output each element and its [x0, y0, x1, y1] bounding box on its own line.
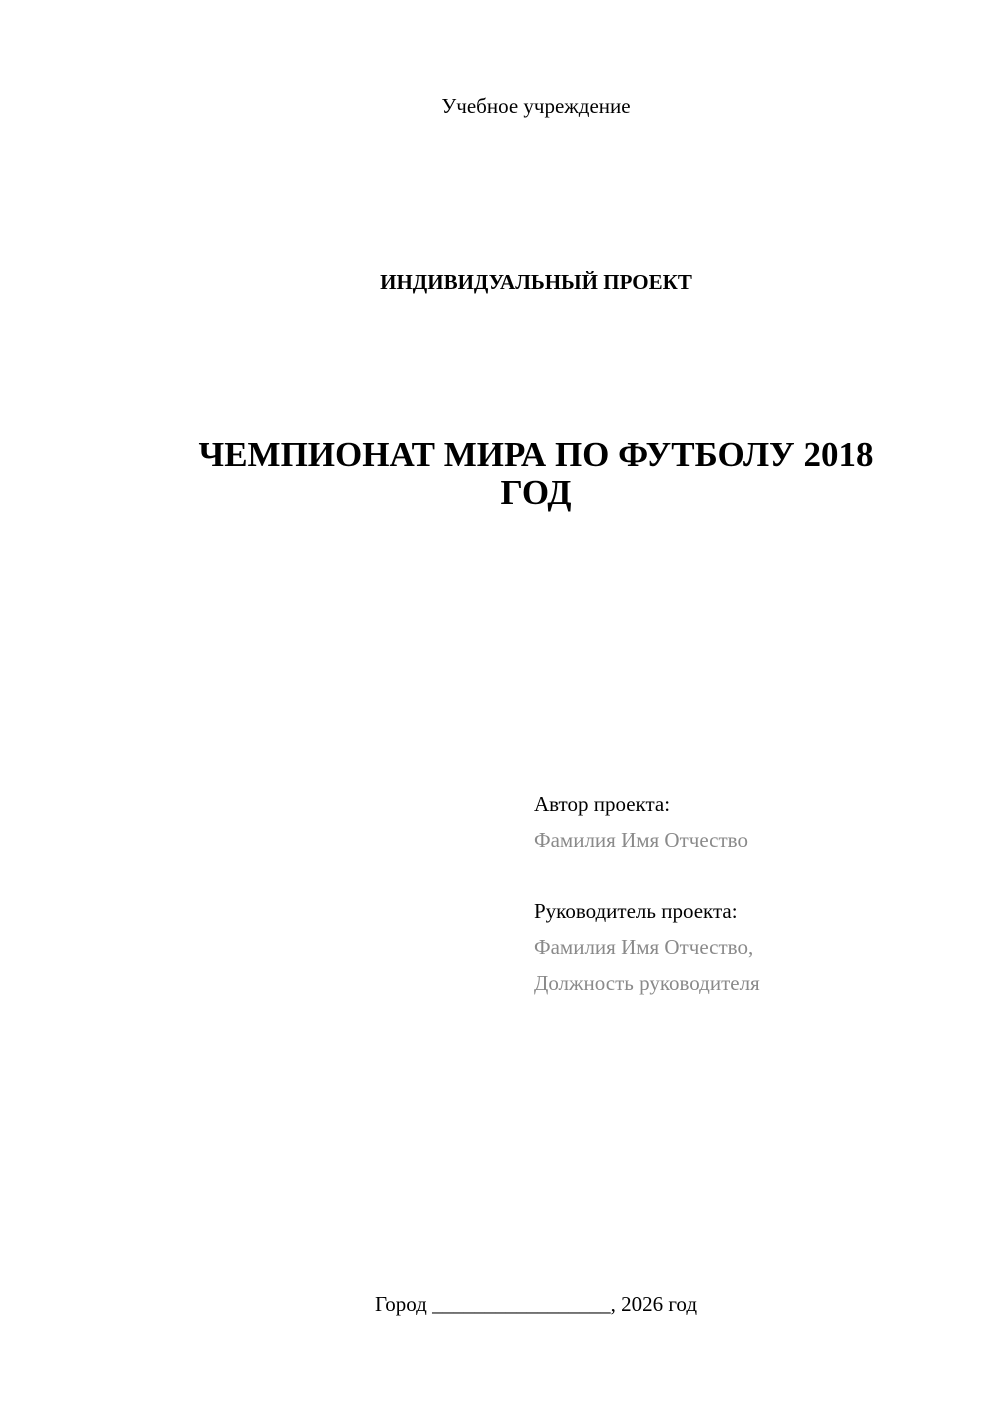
supervisor-position: Должность руководителя [534, 971, 760, 995]
project-title-line-2: ГОД [500, 473, 572, 512]
project-title [140, 436, 932, 512]
supervisor-name: Фамилия Имя Отчество, [534, 935, 754, 959]
author-block [534, 786, 974, 858]
author-label: Автор проекта: [534, 792, 671, 816]
city-year-line [0, 1290, 1000, 1318]
supervisor-block [534, 893, 974, 1001]
supervisor-label: Руководитель проекта: [534, 899, 738, 923]
city-blank: _________________ [432, 1292, 611, 1316]
project-title-line-1: ЧЕМПИОНАТ МИРА ПО ФУТБОЛУ 2018 [198, 435, 874, 474]
author-name: Фамилия Имя Отчество [534, 828, 748, 852]
city-label: Город [374, 1292, 427, 1316]
institution-name: Учебное учреждение [441, 94, 631, 118]
year-text: , 2026 год [610, 1292, 698, 1316]
project-type-heading: ИНДИВИДУАЛЬНЫЙ ПРОЕКТ [380, 270, 692, 294]
